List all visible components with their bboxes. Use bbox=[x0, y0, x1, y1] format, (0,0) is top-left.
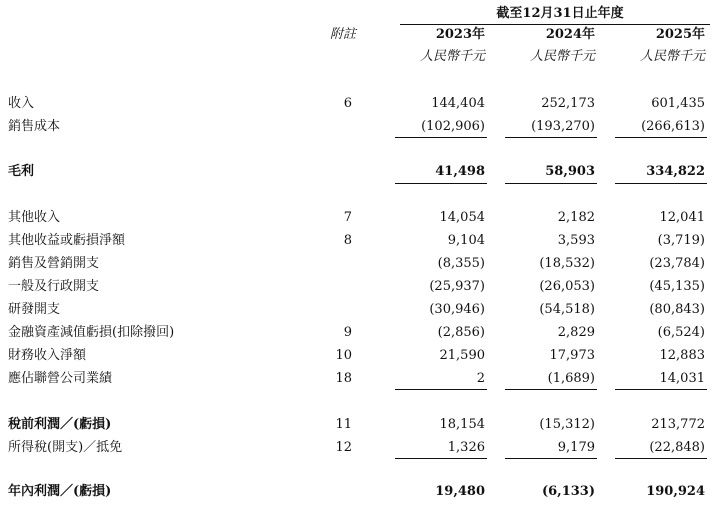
row-value-2025: 12,883 bbox=[659, 348, 705, 363]
row-label: 銷售成本 bbox=[8, 119, 61, 134]
subtotal-rule-2023 bbox=[395, 389, 487, 390]
row-value-2025: (266,613) bbox=[641, 119, 705, 134]
row-value-2024: 3,593 bbox=[557, 233, 595, 248]
row-value-2025: (3,719) bbox=[657, 233, 705, 248]
row-value-2025: (80,843) bbox=[649, 302, 705, 317]
subtotal-rule-2024 bbox=[505, 389, 597, 390]
row-label: 稅前利潤／(虧損) bbox=[8, 417, 112, 432]
row-value-2023: 41,498 bbox=[435, 164, 485, 179]
row-label: 一般及行政開支 bbox=[8, 279, 100, 294]
row-label: 銷售及營銷開支 bbox=[8, 256, 100, 271]
period-underline bbox=[400, 24, 710, 25]
row-value-2025: 14,031 bbox=[659, 371, 705, 386]
row-label: 收入 bbox=[8, 96, 35, 111]
unit-header-2023: 人民幣千元 bbox=[419, 49, 485, 64]
row-value-2023: 19,480 bbox=[435, 484, 485, 499]
row-value-2024: (54,518) bbox=[539, 302, 595, 317]
row-label: 財務收入淨額 bbox=[8, 348, 87, 363]
row-label: 其他收益或虧損淨額 bbox=[8, 233, 126, 248]
subtotal-rule-2024 bbox=[505, 183, 597, 184]
row-value-2024: 58,903 bbox=[545, 164, 595, 179]
row-label: 年內利潤／(虧損) bbox=[8, 484, 112, 499]
subtotal-rule-2023 bbox=[395, 137, 487, 138]
subtotal-rule-2024 bbox=[505, 137, 597, 138]
row-label: 金融資產減值虧損(扣除撥回) bbox=[8, 325, 175, 340]
row-value-2024: 2,182 bbox=[557, 210, 595, 225]
row-value-2024: 252,173 bbox=[541, 96, 595, 111]
row-value-2024: (15,312) bbox=[539, 417, 595, 432]
subtotal-rule-2025 bbox=[615, 458, 707, 459]
row-value-2025: 213,772 bbox=[651, 417, 705, 432]
row-label: 所得稅(開支)／抵免 bbox=[8, 440, 123, 455]
row-label: 其他收入 bbox=[8, 210, 61, 225]
row-note: 7 bbox=[343, 210, 352, 225]
row-note: 12 bbox=[335, 440, 352, 455]
year-header-2025: 2025年 bbox=[655, 27, 705, 42]
row-value-2023: 144,404 bbox=[431, 96, 485, 111]
row-note: 18 bbox=[335, 371, 352, 386]
subtotal-rule-2025 bbox=[615, 389, 707, 390]
subtotal-rule-2025 bbox=[615, 183, 707, 184]
year-header-2024: 2024年 bbox=[545, 27, 595, 42]
subtotal-rule-2025 bbox=[615, 137, 707, 138]
row-value-2023: (2,856) bbox=[437, 325, 485, 340]
row-value-2023: 14,054 bbox=[439, 210, 485, 225]
row-value-2024: (18,532) bbox=[539, 256, 595, 271]
row-label: 毛利 bbox=[8, 164, 35, 179]
row-value-2023: 18,154 bbox=[439, 417, 485, 432]
row-label: 應佔聯營公司業績 bbox=[8, 371, 113, 386]
unit-header-2024: 人民幣千元 bbox=[529, 49, 595, 64]
row-note: 6 bbox=[343, 96, 352, 111]
row-value-2025: 334,822 bbox=[646, 164, 705, 179]
row-value-2024: 17,973 bbox=[549, 348, 595, 363]
row-value-2023: (102,906) bbox=[421, 119, 485, 134]
row-value-2023: 21,590 bbox=[439, 348, 485, 363]
year-header-2023: 2023年 bbox=[435, 27, 485, 42]
row-value-2024: 2,829 bbox=[557, 325, 595, 340]
row-label: 研發開支 bbox=[8, 302, 61, 317]
row-note: 10 bbox=[335, 348, 352, 363]
row-value-2023: 2 bbox=[476, 371, 485, 386]
row-value-2023: 9,104 bbox=[447, 233, 485, 248]
row-value-2023: (25,937) bbox=[429, 279, 485, 294]
row-value-2023: 1,326 bbox=[447, 440, 485, 455]
row-value-2024: 9,179 bbox=[557, 440, 595, 455]
subtotal-rule-2023 bbox=[395, 458, 487, 459]
note-column-header: 附註 bbox=[330, 27, 357, 42]
row-value-2025: (6,524) bbox=[657, 325, 705, 340]
row-value-2024: (1,689) bbox=[547, 371, 595, 386]
row-value-2025: (45,135) bbox=[649, 279, 705, 294]
row-value-2024: (26,053) bbox=[539, 279, 595, 294]
row-value-2023: (8,355) bbox=[437, 256, 485, 271]
row-value-2024: (6,133) bbox=[541, 484, 595, 499]
row-note: 8 bbox=[343, 233, 352, 248]
row-value-2025: 190,924 bbox=[646, 484, 705, 499]
row-value-2025: 12,041 bbox=[659, 210, 705, 225]
row-value-2023: (30,946) bbox=[429, 302, 485, 317]
unit-header-2025: 人民幣千元 bbox=[639, 49, 705, 64]
row-value-2025: 601,435 bbox=[651, 96, 705, 111]
row-note: 11 bbox=[335, 417, 352, 432]
row-note: 9 bbox=[343, 325, 352, 340]
subtotal-rule-2024 bbox=[505, 458, 597, 459]
period-heading: 截至12月31日止年度 bbox=[496, 6, 624, 21]
row-value-2025: (23,784) bbox=[649, 256, 705, 271]
row-value-2024: (193,270) bbox=[531, 119, 595, 134]
row-value-2025: (22,848) bbox=[649, 440, 705, 455]
subtotal-rule-2023 bbox=[395, 183, 487, 184]
